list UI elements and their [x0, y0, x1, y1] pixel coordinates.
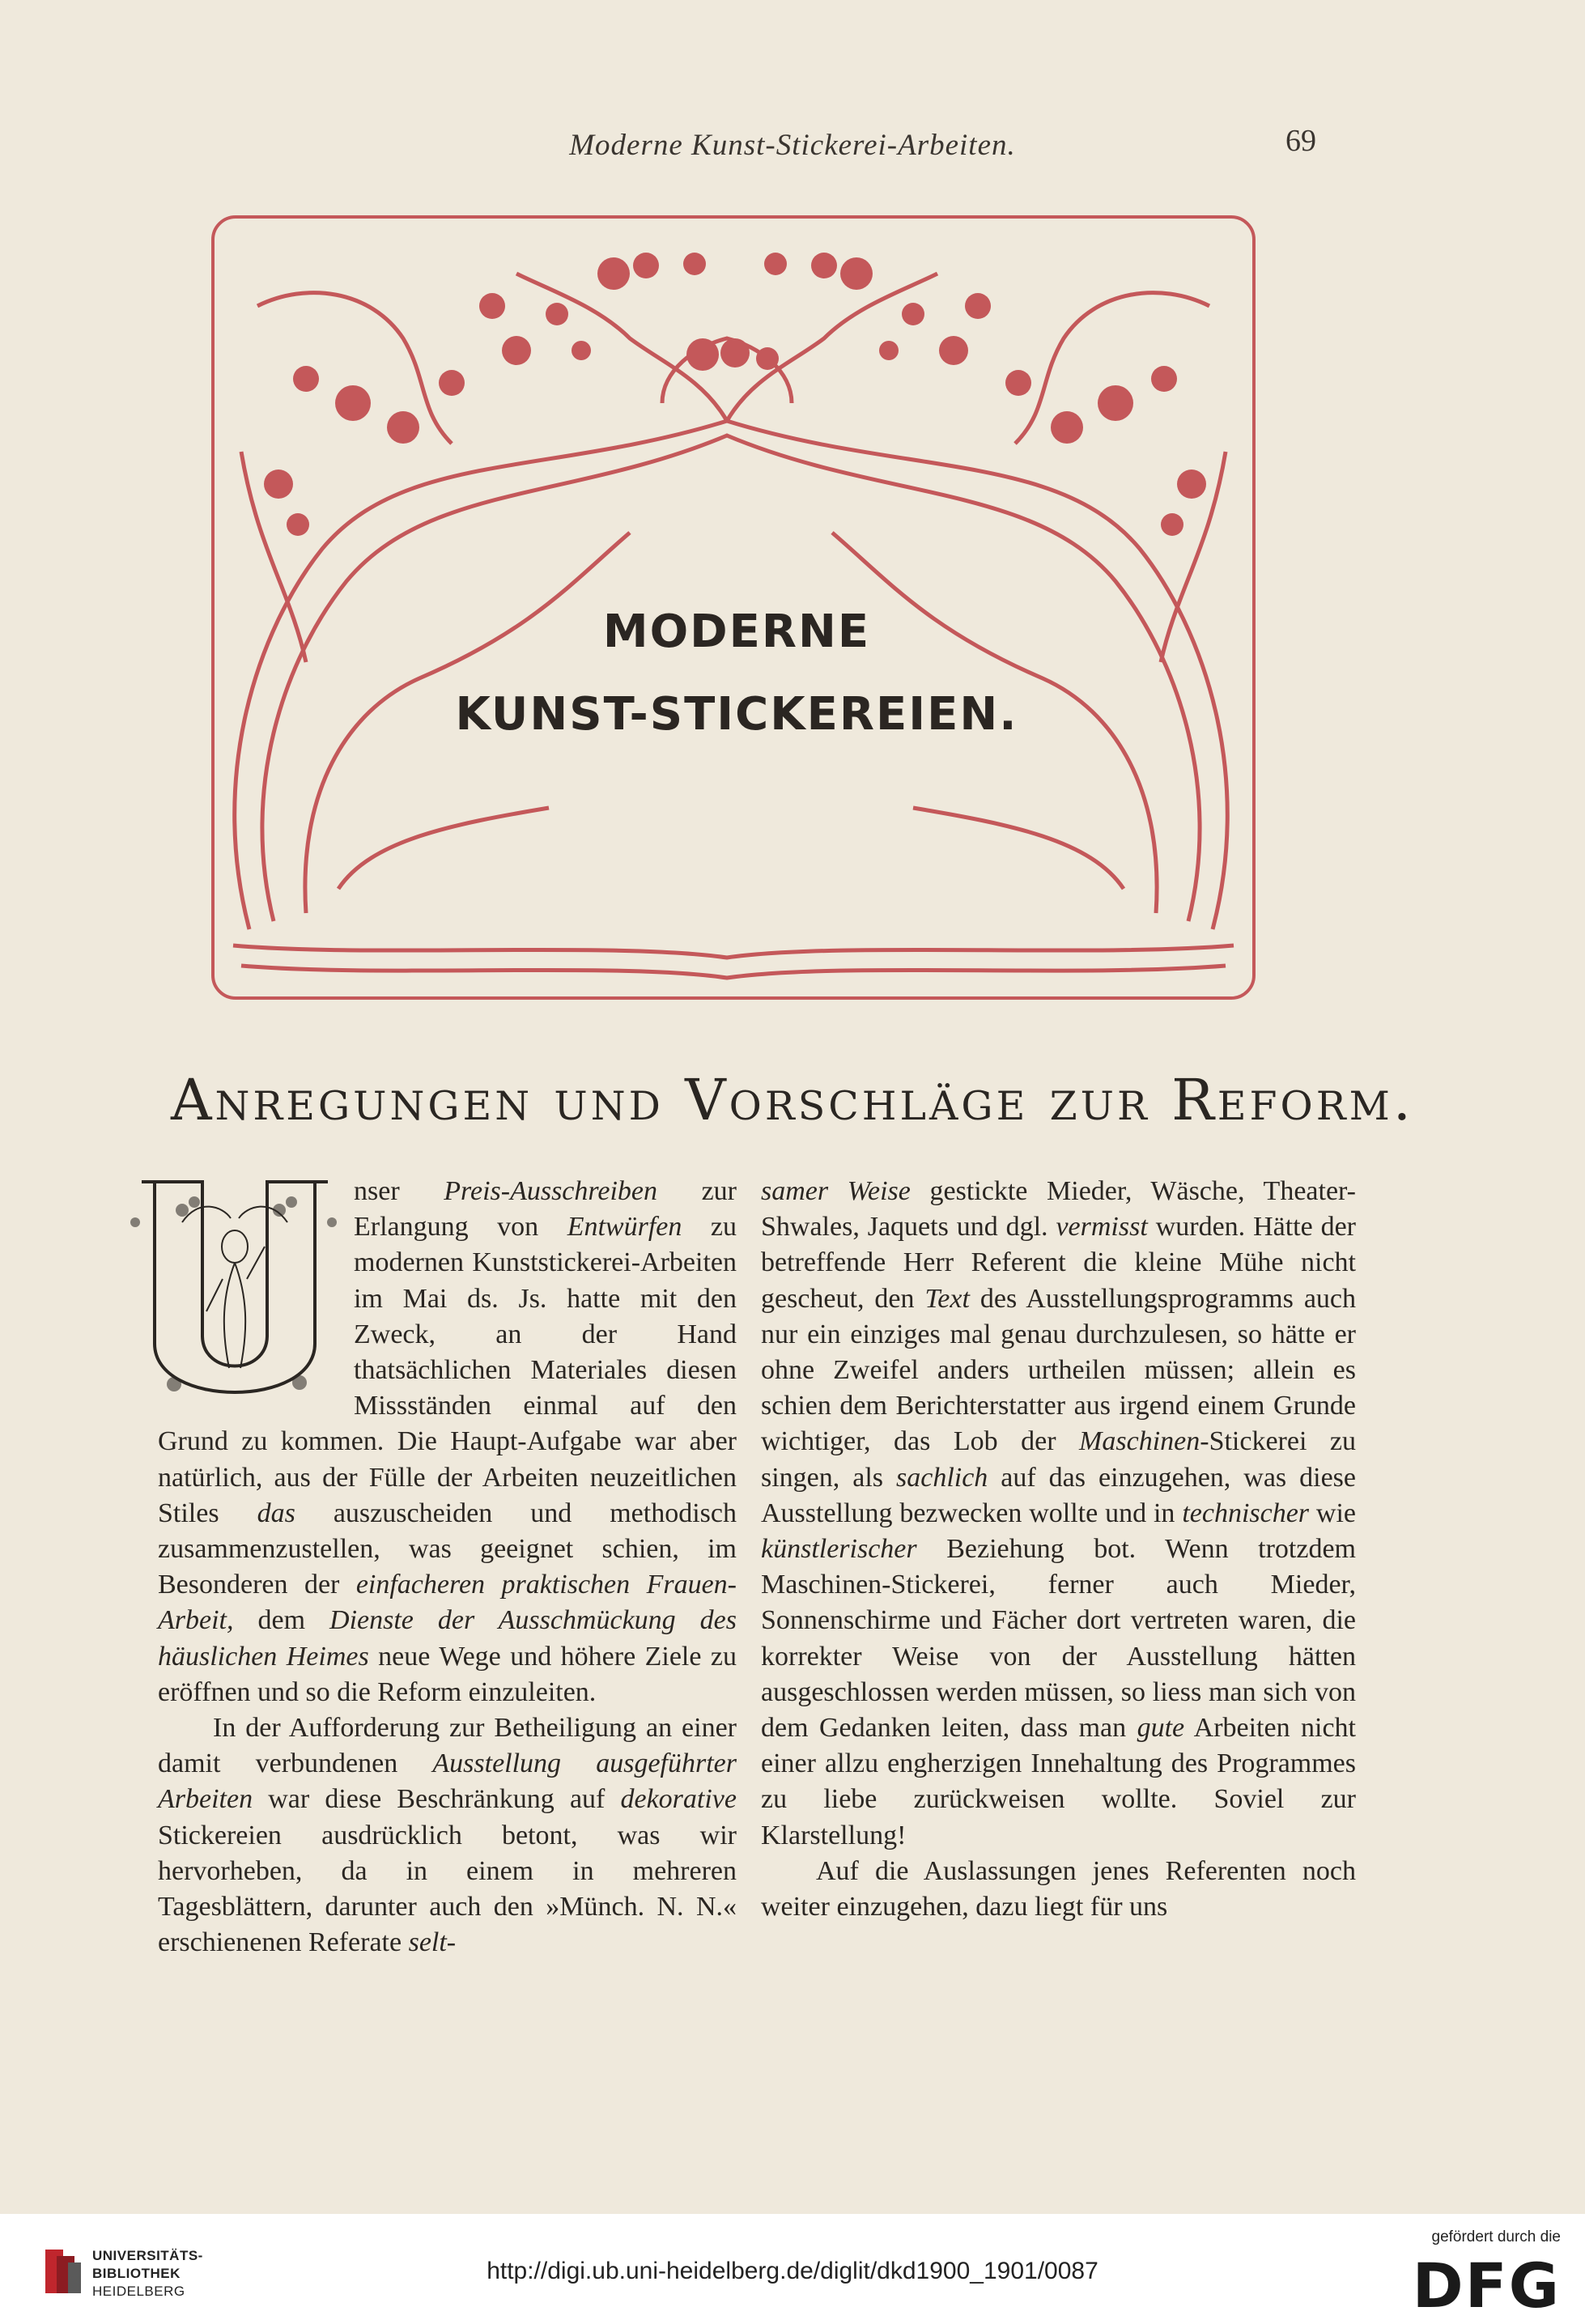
banner-title-line2: KUNST-STICKEREIEN.	[455, 688, 1018, 741]
library-name-line1: UNIVERSITÄTS-	[92, 2248, 203, 2263]
left-paragraph-1: nser Preis-Ausschreiben zur Erlangung von Entwürfen zu modernen Kunststickerei-Arbeiten im Mai ds. Js. hatte mit den Zweck, an der Hand thatsächlichen Materiales diesen Missständen einmal auf den Grund zu kommen. Die Haupt-Aufgabe war aber natürlich, aus der Fülle der Arbeiten neuzeitlichen Stiles das auszuscheiden und methodisch zusammenzustellen, was geeignet schien, im Besonderen der einfacheren praktischen Frauen-Arbeit, dem Dienste der Ausschmückung des häuslichen Heimes neue Wege und höhere Ziele zu eröffnen und so die Reform einzuleiten.	[158, 1176, 737, 1707]
library-name-line2: BIBLIOTHEK	[92, 2266, 181, 2281]
library-name-line3: HEIDELBERG	[92, 2284, 185, 2299]
dfg-logo: DFG	[1412, 2250, 1561, 2322]
right-paragraph-2: Auf die Auslassungen jenes Referenten noch weiter einzugehen, dazu liegt für uns	[761, 1855, 1356, 1923]
right-paragraph-1: samer Weise gestickte Mieder, Wäsche, Theater-Shwales, Jaquets und dgl. vermisst wurden. Hätte der betreffende Herr Referent die kleine Mühe nicht gescheut, den Text des Ausstellungsprogramms auch nur ein einziges mal genau durchzulesen, so hätte er ohne Zweifel anders urtheilen müssen; allein es schien dem Berichterstatter aus irgend einem Grunde wichtiger, das Lob der Maschinen-Stickerei zu singen, als sachlich auf das einzugehen, was diese Ausstellung bezwecken wollte und in technischer wie künstlerischer Beziehung bot. Wenn trotzdem Maschinen-Stickerei, ferner auch Mieder, Sonnenschirme und Fächer dort vertreten waren, die korrekter Weise von der Ausstellung hätten ausgeschlossen werden müssen, so liess man sich von dem Gedanken leiten, dass man gute Arbeiten nicht einer allzu engherzigen Innehaltung des Programmes zu liebe zurückweisen wollte. Soviel zur Klarstellung!	[761, 1176, 1357, 1850]
decorated-initial-u	[125, 1174, 344, 1413]
permalink-url[interactable]: http://digi.ub.uni-heidelberg.de/diglit/dkd1900_1901/0087	[487, 2258, 1098, 2284]
text-column-right	[761, 1174, 1356, 1925]
banner-title-line1: MODERNE	[602, 605, 871, 658]
running-head: Moderne Kunst-Stickerei-Arbeiten.	[569, 129, 1016, 162]
left-paragraph-2: In der Aufforderung zur Betheiligung an einer damit verbundenen Ausstellung ausgeführter Arbeiten war diese Beschränkung auf dekorative Stickereien ausdrücklich betont, was wir hervorheben, da in einem in mehreren Tagesblättern, darunter auch den »Münch. N. N.« erschienenen Referate selt-	[158, 1713, 737, 1958]
page-number: 69	[1285, 124, 1316, 158]
digitization-footer	[0, 2214, 1585, 2324]
section-heading: Anregungen und Vorschläge zur Reform.	[170, 1067, 1415, 1133]
funding-note: gefördert durch die	[1431, 2228, 1561, 2245]
text-column-left	[158, 1174, 737, 1961]
